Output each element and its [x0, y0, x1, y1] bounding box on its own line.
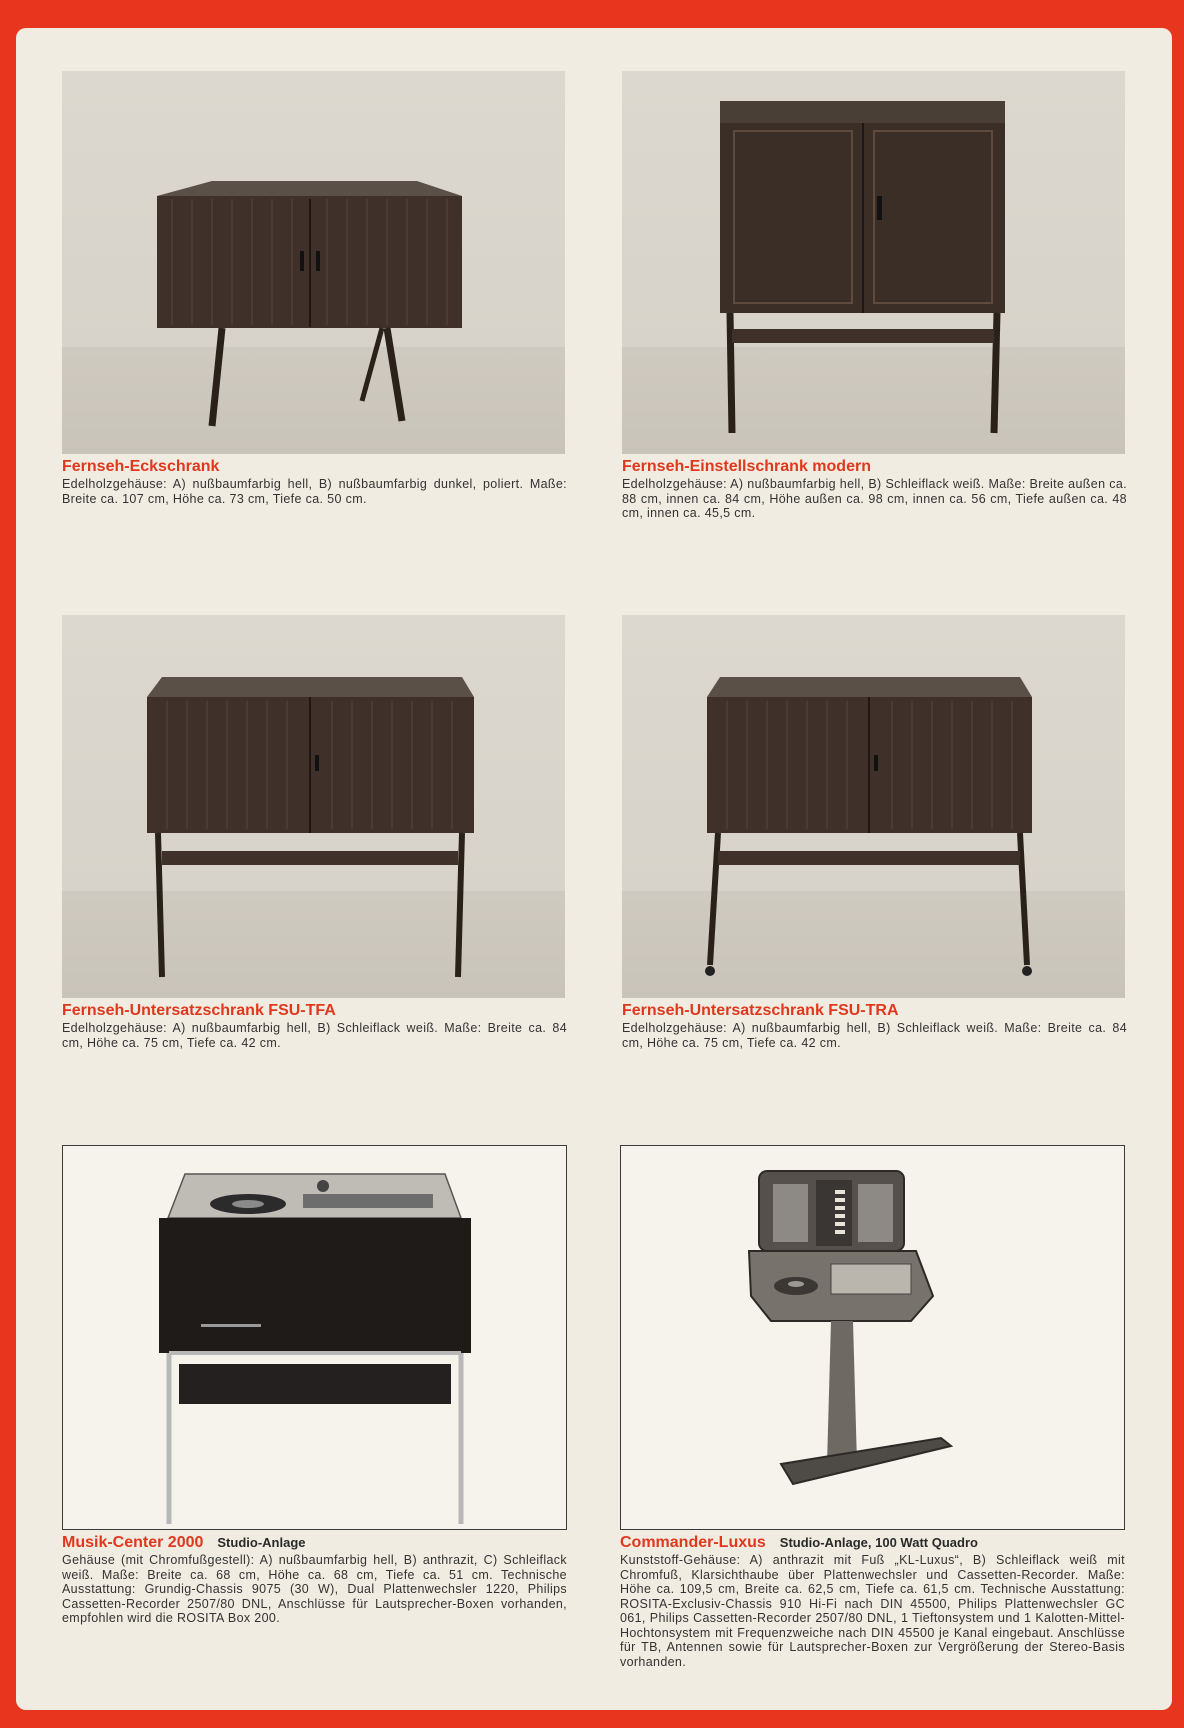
product-heading: [622, 1002, 1127, 1020]
tv-stand-cabinet-tfa-photo: [62, 615, 565, 998]
product-heading: [620, 1534, 1125, 1552]
product-subtitle: Studio-Anlage: [217, 1535, 306, 1550]
product-heading: [62, 1002, 567, 1020]
product-description: Edelholzgehäuse: A) nußbaumfarbig hell, B) Schleiflack weiß. Maße: Breite ca. 84 cm, Höhe ca. 75 cm, Tiefe ca. 42 cm.: [622, 1021, 1127, 1050]
product-heading: [622, 458, 1127, 476]
product-item-eckschrank: [62, 71, 567, 506]
product-description: Gehäuse (mit Chromfußgestell): A) nußbaumfarbig hell, B) anthrazit, C) Schleiflack weiß. Maße: Breite ca. 68 cm, Höhe ca. 68 cm, Tiefe ca. 51 cm. Technische Ausstattung: Grundig-Chassis 9075 (30 W), Dual Plattenwechsler 1220, Philips Cassetten-Recorder 2507/80 DNL, Anschlüsse für Lautsprecher-Boxen vorhanden, empfohlen wird die ROSITA Box 200.: [62, 1553, 567, 1625]
product-description: Edelholzgehäuse: A) nußbaumfarbig hell, B) Schleiflack weiß. Maße: Breite ca. 84 cm, Höhe ca. 75 cm, Tiefe ca. 42 cm.: [62, 1021, 567, 1050]
product-item-fsu-tfa: [62, 615, 567, 1050]
product-description: Edelholzgehäuse: A) nußbaumfarbig hell, B) nußbaumfarbig dunkel, poliert. Maße: Breite ca. 107 cm, Höhe ca. 73 cm, Tiefe ca. 50 cm.: [62, 477, 567, 506]
tv-cabinet-modern-photo: [622, 71, 1125, 454]
product-heading: [62, 458, 567, 476]
product-item-musik-center: [62, 1145, 567, 1626]
product-title: Musik-Center 2000: [62, 1534, 204, 1551]
product-subtitle: Studio-Anlage, 100 Watt Quadro: [779, 1535, 978, 1550]
product-heading: [62, 1534, 567, 1552]
music-center-photo: [62, 1145, 567, 1530]
product-title: Commander-Luxus: [620, 1534, 766, 1551]
product-description: Kunststoff-Gehäuse: A) anthrazit mit Fuß „KL-Luxus“, B) Schleiflack weiß mit Chromfuß, Klarsichthaube über Plattenwechsler und Cassetten-Recorder. Maße: Höhe ca. 109,5 cm, Breite ca. 62,5 cm, Tiefe ca. 61,5 cm. Technische Ausstattung: ROSITA-Exclusiv-Chassis 910 Hi-Fi nach DIN 45500, Philips Plattenwechsler GC 061, Philips Cassetten-Recorder 2507/80 DNL, 1 Tieftonsystem und 1 Kalotten-Mittel-Hochtonsystem mit Frequenzweiche nach DIN 45500 je Kanal eingebaut. Anschlüsse für TB, Antennen sowie für Lautsprecher-Boxen zur Vergrößerung der Stereo-Basis vorhanden.: [620, 1553, 1125, 1669]
product-title: Fernseh-Untersatzschrank FSU-TRA: [622, 1002, 899, 1019]
product-item-einstellschrank: [622, 71, 1127, 521]
catalog-page: [16, 28, 1172, 1710]
product-item-fsu-tra: [622, 615, 1127, 1050]
product-title: Fernseh-Einstellschrank modern: [622, 458, 871, 475]
product-item-commander-luxus: [620, 1145, 1125, 1669]
product-title: Fernseh-Eckschrank: [62, 458, 220, 475]
corner-tv-cabinet-photo: [62, 71, 565, 454]
tv-stand-cabinet-tra-photo: [622, 615, 1125, 998]
commander-luxus-photo: [620, 1145, 1125, 1530]
product-title: Fernseh-Untersatzschrank FSU-TFA: [62, 1002, 336, 1019]
product-description: Edelholzgehäuse: A) nußbaumfarbig hell, B) Schleiflack weiß. Maße: Breite außen ca. 88 cm, innen ca. 84 cm, Höhe außen ca. 98 cm, innen ca. 56 cm, Tiefe außen ca. 48 cm, innen ca. 45,5 cm.: [622, 477, 1127, 520]
